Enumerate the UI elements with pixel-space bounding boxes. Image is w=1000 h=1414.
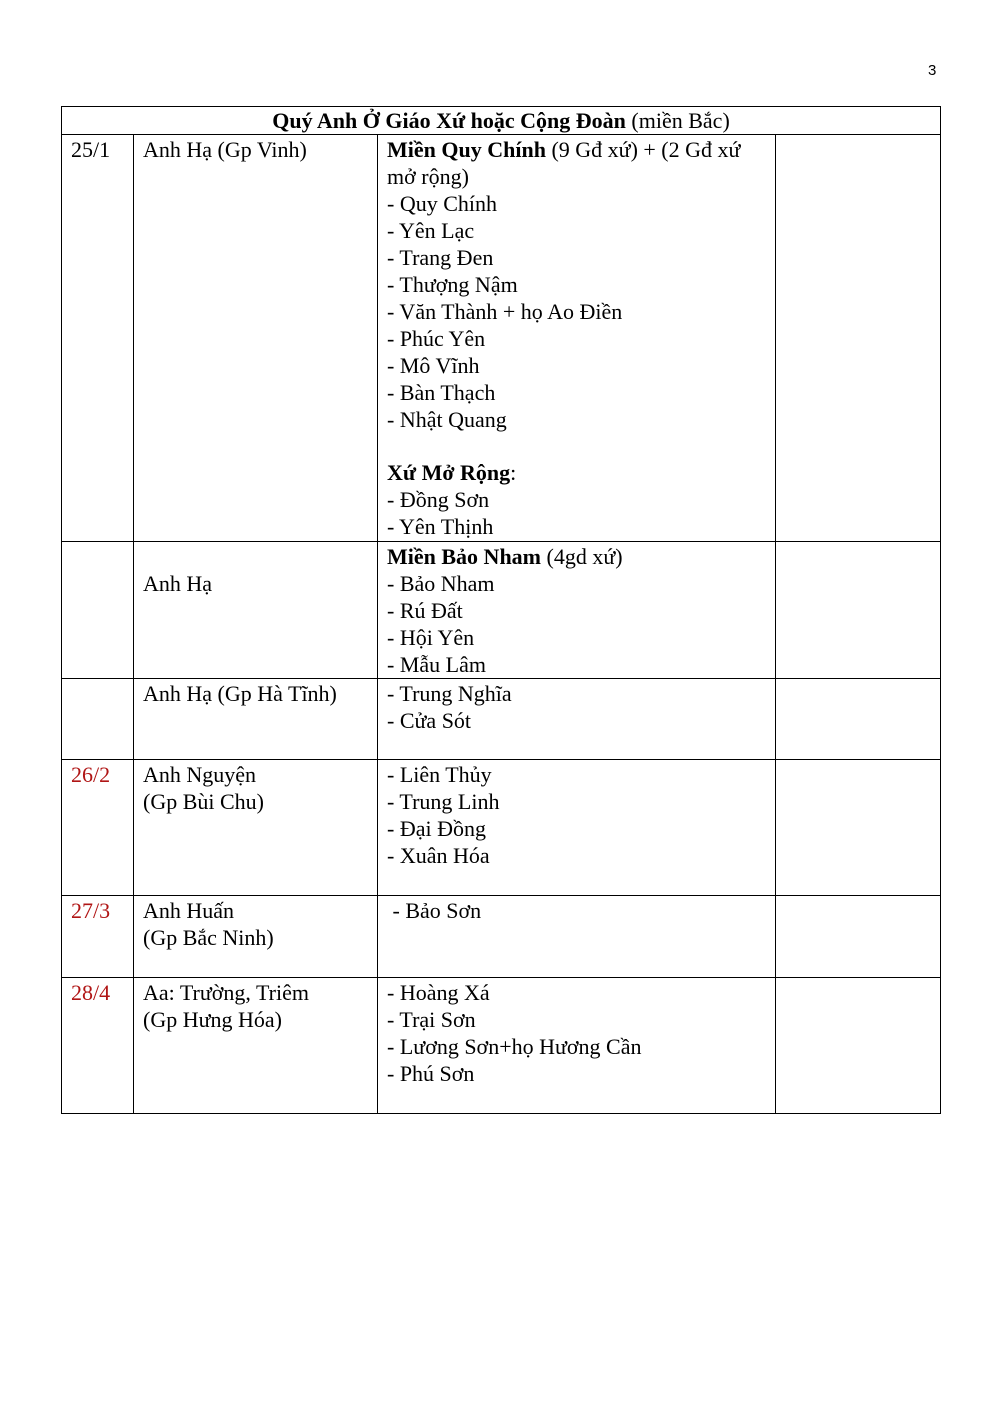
person-cell [134,896,378,978]
list-item: - Quy Chính [387,191,497,216]
parish-cell [378,896,776,978]
notes-cell [776,760,941,896]
list-item: - Bảo Sơn [387,898,482,923]
list-item: - Đồng Sơn [387,487,490,512]
person-cell: Anh Hạ (Gp Vinh) [134,135,378,542]
notes-cell [776,135,941,542]
region-note: (4gd xứ) [546,544,623,569]
table-title-rest: (miền Bắc) [631,108,730,133]
list-item: - Rú Đất [387,598,463,623]
parish-cell [378,760,776,896]
list-item: - Yên Thịnh [387,514,494,539]
region-note: (9 Gđ xứ) + (2 Gđ xứ mở rộng) [387,137,741,189]
extended-heading: Xứ Mở Rộng [387,460,511,485]
list-item: - Trung Nghĩa [387,681,512,706]
table-row [62,978,941,1114]
parish-cell [378,135,776,542]
notes-cell [776,542,941,679]
date-cell: 26/2 [62,760,134,896]
parish-cell [378,679,776,760]
date-cell [62,542,134,679]
list-item: - Mẫu Lâm [387,652,486,677]
list-item: - Yên Lạc [387,218,475,243]
date-cell [62,679,134,760]
list-item: - Hội Yên [387,625,475,650]
person-name: Aa: Trường, Triêm [143,980,309,1005]
list-item: - Nhật Quang [387,407,507,432]
list-item: - Bàn Thạch [387,380,496,405]
list-item: - Xuân Hóa [387,843,490,868]
list-item: - Trại Sơn [387,1007,476,1032]
list-item: - Hoàng Xá [387,980,490,1005]
date-cell: 28/4 [62,978,134,1114]
schedule-table [61,106,941,1114]
list-item: - Văn Thành + họ Ao Điền [387,299,623,324]
table-row [62,760,941,896]
extended-colon: : [510,460,517,485]
date-cell: 27/3 [62,896,134,978]
person-name: Anh Huấn [143,898,235,923]
diocese-name: (Gp Bắc Ninh) [143,925,274,950]
list-item: - Trang Đen [387,245,494,270]
diocese-name: (Gp Bùi Chu) [143,789,264,814]
table-row [62,542,941,679]
diocese-name: (Gp Hưng Hóa) [143,1007,283,1032]
person-cell [134,760,378,896]
person-cell: Anh Hạ (Gp Hà Tĩnh) [134,679,378,760]
region-heading: Miền Bảo Nham [387,544,541,569]
list-item: - Đại Đồng [387,816,486,841]
table-title [62,107,941,135]
list-item: - Mô Vĩnh [387,353,480,378]
list-item: - Trung Linh [387,789,500,814]
page-number: 3 [928,62,937,79]
person-cell [134,542,378,679]
notes-cell [776,978,941,1114]
notes-cell [776,896,941,978]
person-name: Anh Hạ [143,571,213,596]
list-item: - Bảo Nham [387,571,495,596]
person-cell [134,978,378,1114]
table-row [62,896,941,978]
table-header-row [62,107,941,135]
list-item: - Thượng Nậm [387,272,518,297]
list-item: - Cửa Sót [387,708,472,733]
table-row [62,135,941,542]
parish-cell [378,978,776,1114]
list-item: - Liên Thủy [387,762,492,787]
notes-cell [776,679,941,760]
list-item: - Phú Sơn [387,1061,475,1086]
person-name: Anh Nguyện [143,762,257,787]
region-heading: Miền Quy Chính [387,137,546,162]
date-cell: 25/1 [62,135,134,542]
list-item: - Lương Sơn+họ Hương Cần [387,1034,642,1059]
table-row [62,679,941,760]
parish-cell [378,542,776,679]
list-item: - Phúc Yên [387,326,486,351]
table-title-bold: Quý Anh Ở Giáo Xứ hoặc Cộng Đoàn [272,108,626,133]
